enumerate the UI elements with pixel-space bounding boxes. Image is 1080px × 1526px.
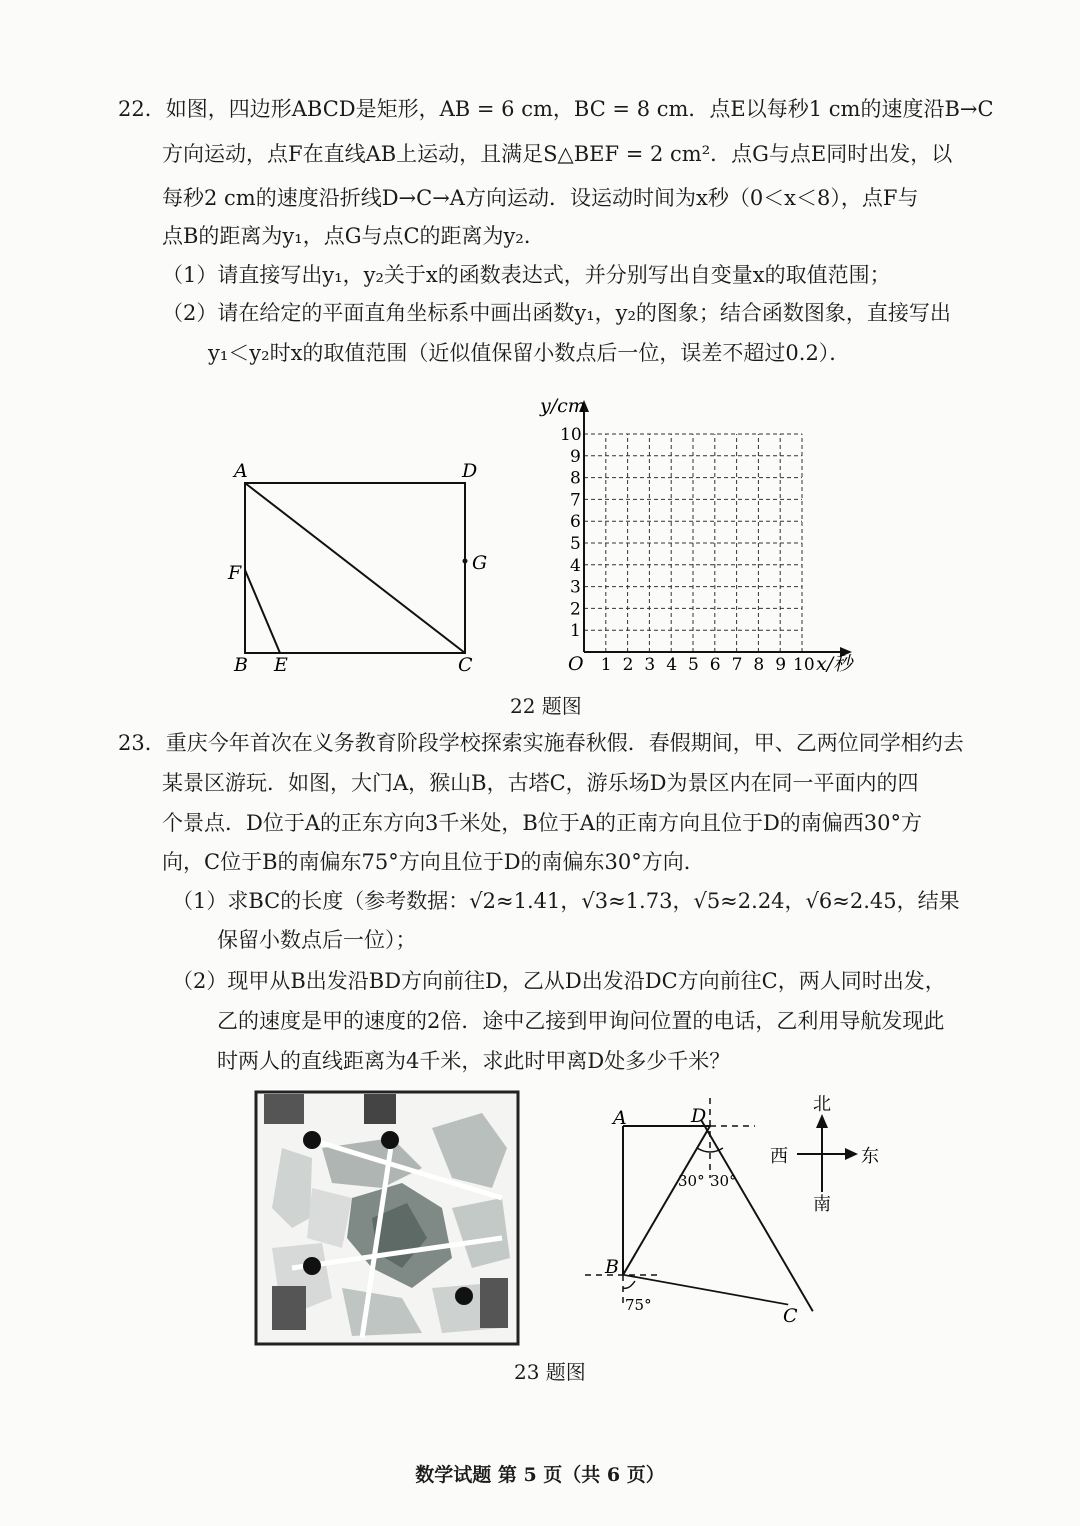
angle-label-3: 75°: [625, 1296, 652, 1314]
y-tick-label: 2: [570, 599, 581, 620]
q22-line-3: 每秒2 cm的速度沿折线D→C→A方向运动．设运动时间为x秒（0＜x＜8），点F与: [162, 186, 919, 210]
y-tick-label: 8: [570, 468, 581, 489]
page-footer: 数学试题 第 5 页（共 6 页）: [415, 1464, 665, 1486]
angle-label-1: 30°: [678, 1172, 705, 1190]
q22-caption: 22 题图: [510, 694, 582, 718]
x-tick-label: 3: [644, 655, 656, 675]
q22-line-2: 方向运动，点F在直线AB上运动，且满足S△BEF = 2 cm²．点G与点E同时出发，以: [162, 142, 953, 166]
x-tick-label: 6: [709, 655, 721, 675]
y-tick-label: 10: [560, 425, 582, 445]
x-tick-label: 4: [666, 655, 678, 675]
q23-part-2-cont-2: 时两人的直线距离为4千米，求此时甲离D处多少千米？: [217, 1049, 731, 1073]
geo-label-B: B: [605, 1256, 619, 1278]
compass-west: 西: [770, 1146, 788, 1167]
q23-caption: 23 题图: [514, 1360, 586, 1384]
x-tick-label: 1: [600, 655, 612, 675]
q23-geometry-figure: [585, 1098, 798, 1328]
x-tick-label: 2: [622, 655, 634, 675]
label-F: F: [228, 562, 242, 584]
compass-rose: [765, 1092, 885, 1217]
x-tick-label: 9: [775, 655, 787, 675]
y-tick-label: 9: [570, 446, 581, 467]
x-tick-label: 5: [688, 655, 699, 675]
label-B: B: [234, 654, 248, 676]
x-tick-label: 8: [753, 655, 765, 675]
q22-line-1: 22．如图，四边形ABCD是矩形，AB = 6 cm，BC = 8 cm．点E以每秒1 cm的速度沿B→C: [118, 97, 994, 121]
label-A: A: [234, 460, 248, 482]
q23-part-2-cont-1: 乙的速度是甲的速度的2倍．途中乙接到甲询问位置的电话，乙利用导航发现此: [217, 1009, 945, 1033]
x-tick-label: 10: [793, 655, 815, 675]
label-C: C: [458, 654, 473, 676]
x-axis-label: x/秒: [816, 653, 853, 675]
y-tick-label: 4: [570, 555, 581, 576]
q23-line-3: 个景点．D位于A的正东方向3千米处，B位于A的正南方向且位于D的南偏西30°方: [162, 811, 923, 835]
geo-label-C: C: [783, 1305, 798, 1327]
geo-label-D: D: [691, 1105, 707, 1127]
y-tick-label: 5: [570, 534, 581, 554]
q23-part-2: （2）现甲从B出发沿BD方向前往D，乙从D出发沿DC方向前往C，两人同时出发，: [172, 969, 946, 993]
y-axis-label: y/cm: [540, 395, 586, 417]
compass-north: 北: [813, 1094, 831, 1115]
q23-part-1: （1）求BC的长度（参考数据：√2≈1.41，√3≈1.73，√5≈2.24，√6≈2.45，结果: [172, 889, 960, 913]
y-tick-label: 7: [570, 490, 581, 511]
q22-part-1: （1）请直接写出y₁，y₂关于x的函数表达式，并分别写出自变量x的取值范围；: [162, 263, 891, 287]
label-D: D: [462, 460, 478, 482]
scenic-area-map-image: [252, 1088, 522, 1348]
q22-part-2: （2）请在给定的平面直角坐标系中画出函数y₁，y₂的图象；结合函数图象，直接写出: [162, 301, 951, 325]
geo-label-A: A: [613, 1107, 627, 1129]
label-E: E: [274, 654, 288, 676]
y-tick-label: 3: [570, 577, 581, 598]
q22-rectangle-figure: [220, 455, 500, 685]
label-G: G: [472, 552, 488, 574]
angle-label-2: 30°: [710, 1172, 737, 1190]
x-tick-label: 7: [731, 655, 743, 675]
q22-part-2-cont: y₁＜y₂时x的取值范围（近似值保留小数点后一位，误差不超过0.2）．: [208, 341, 851, 365]
origin-label: O: [568, 653, 584, 675]
y-tick-label: 1: [570, 621, 581, 642]
q23-line-2: 某景区游玩．如图，大门A，猴山B，古塔C，游乐场D为景区内在同一平面内的四: [162, 771, 919, 795]
compass-east: 东: [861, 1146, 879, 1167]
q23-line-1: 23．重庆今年首次在义务教育阶段学校探索实施春秋假．春假期间，甲、乙两位同学相约去: [118, 731, 964, 755]
q22-line-4: 点B的距离为y₁，点G与点C的距离为y₂．: [162, 224, 545, 248]
compass-south: 南: [813, 1194, 831, 1215]
q22-coordinate-grid: [520, 390, 865, 685]
q23-line-4: 向，C位于B的南偏东75°方向且位于D的南偏东30°方向．: [162, 850, 705, 874]
q23-part-1-cont: 保留小数点后一位）；: [217, 928, 417, 952]
y-tick-label: 6: [570, 512, 581, 533]
